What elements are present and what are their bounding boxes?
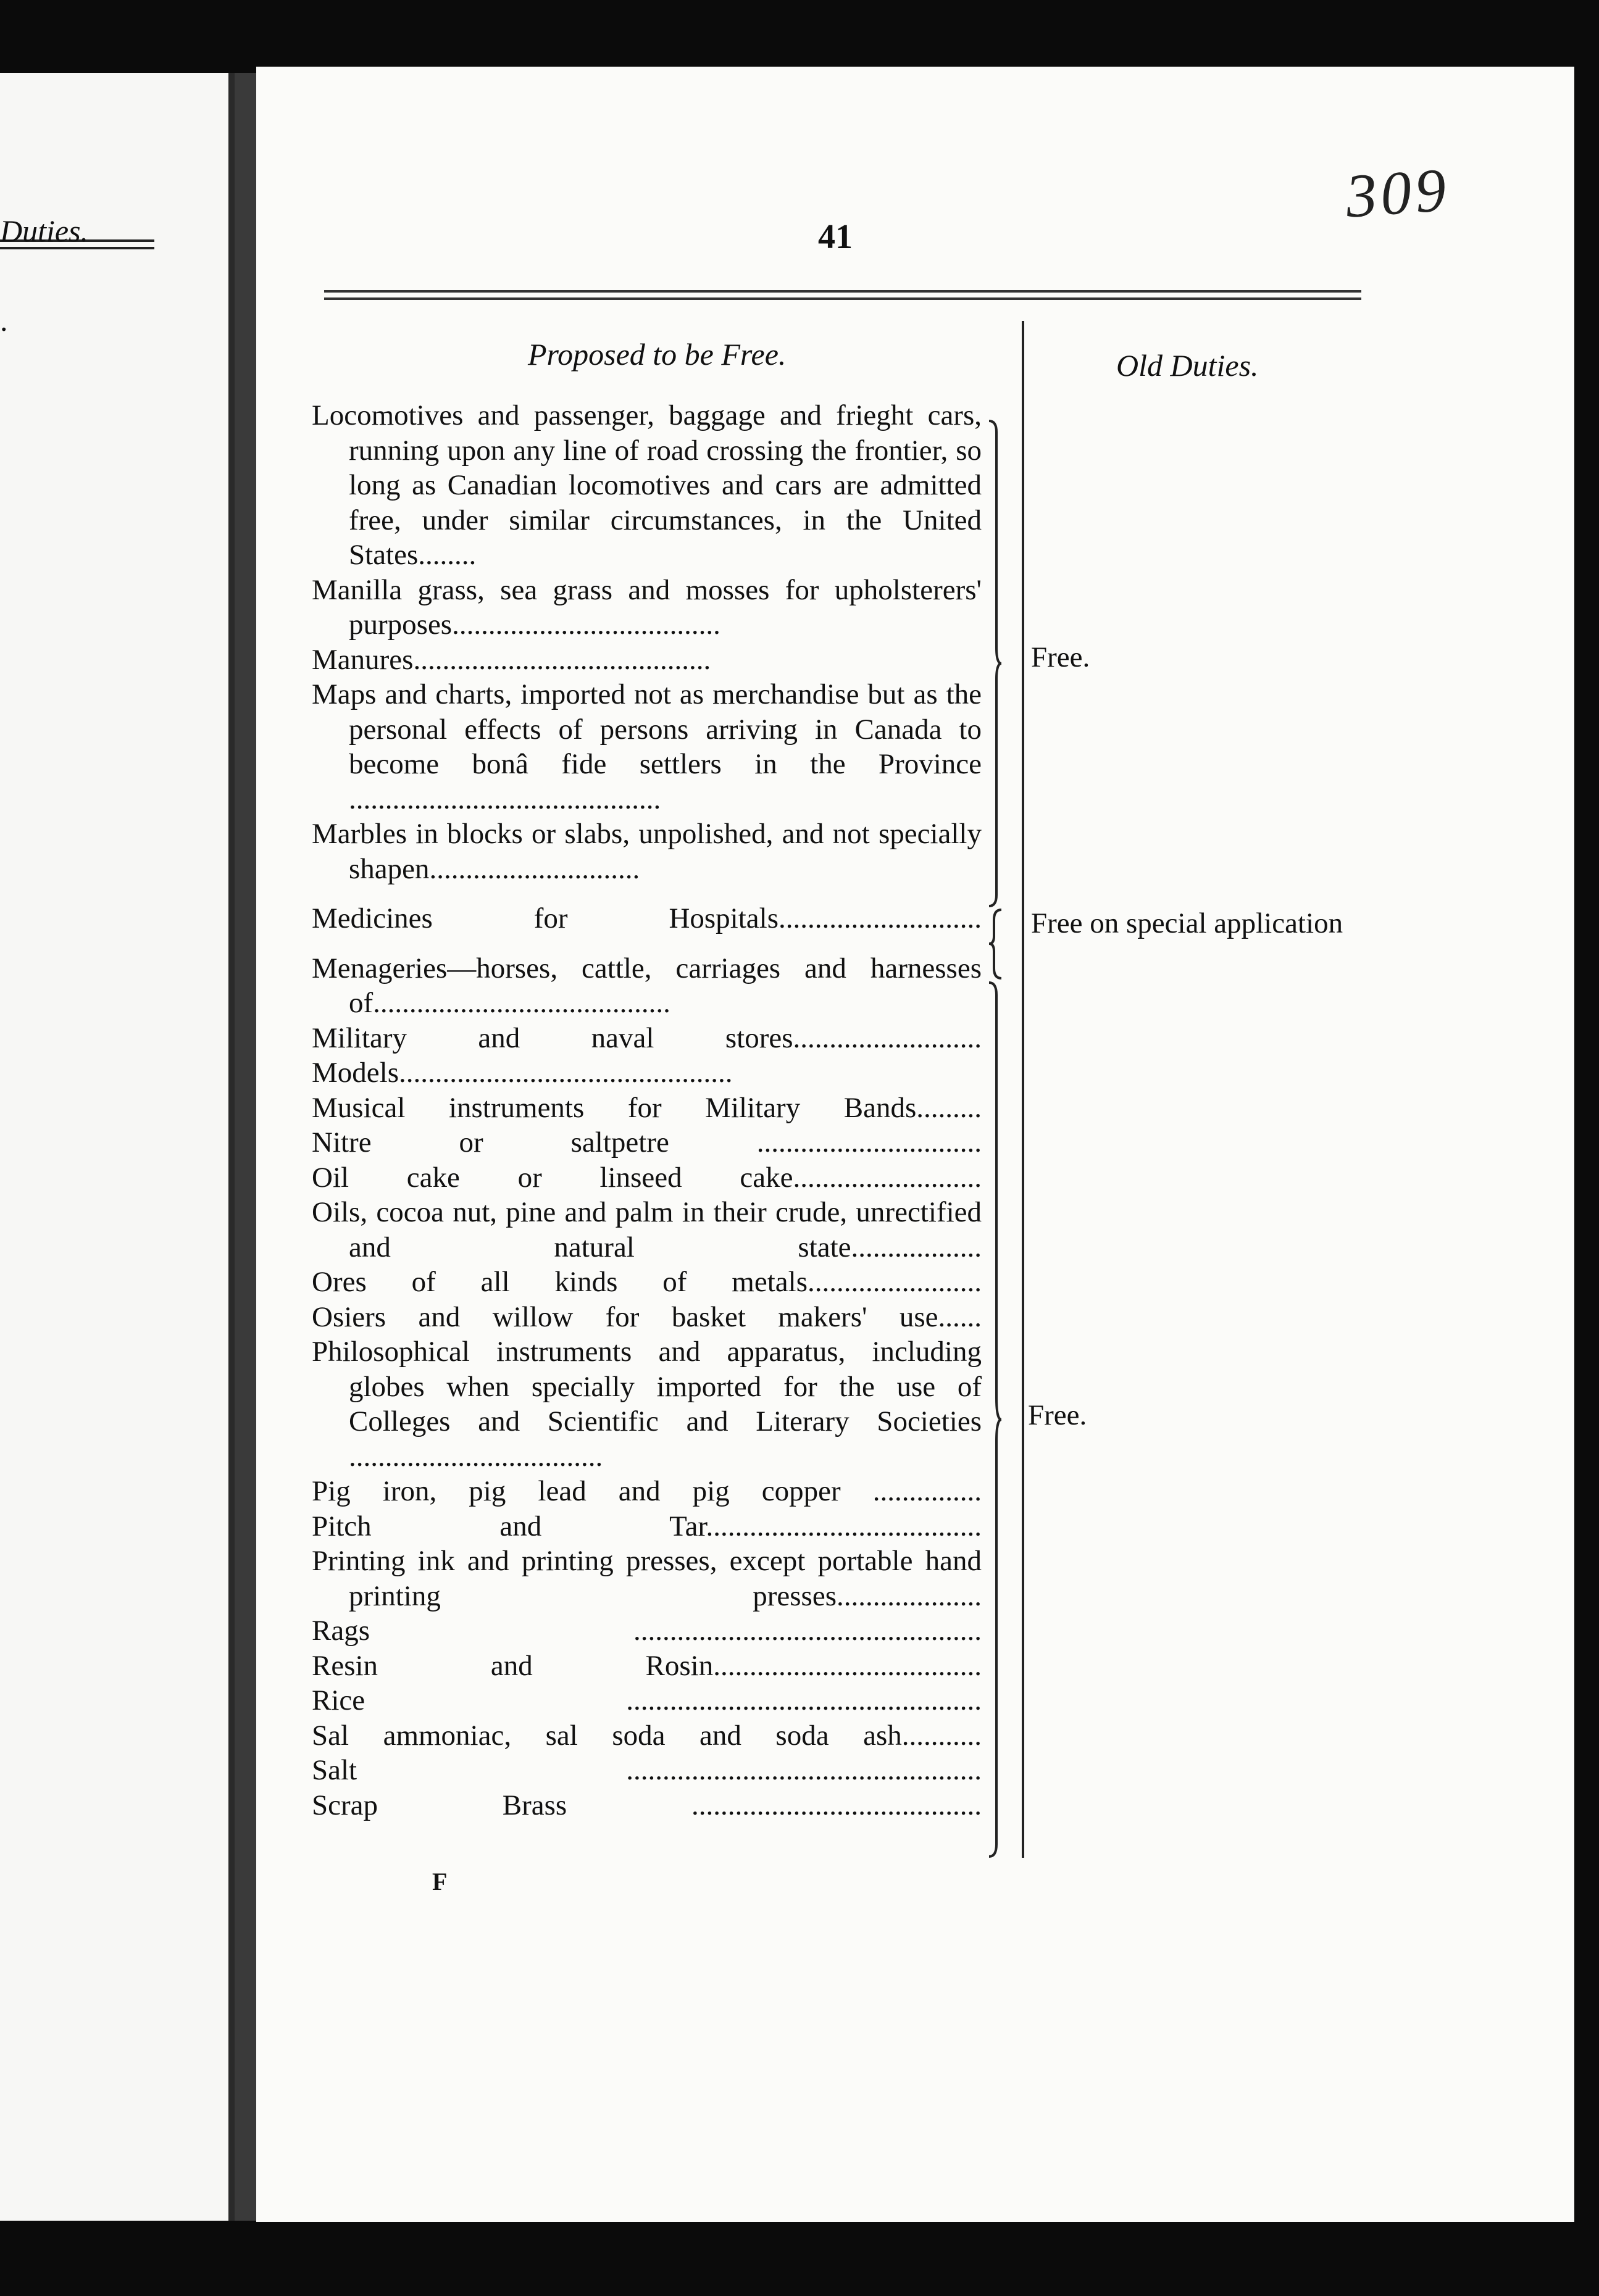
old-duty-free-2: Free. <box>1028 1399 1087 1431</box>
brace-group-3 <box>988 981 1003 1858</box>
signature-mark: F <box>432 1868 448 1895</box>
list-item: Oils, cocoa nut, pine and palm in their crude, unrectified and natural state.................. <box>312 1196 982 1263</box>
list-item: Models.............................................. <box>312 1057 733 1089</box>
list-item: Military and naval stores.......................... <box>312 1021 982 1054</box>
scan-border <box>0 2222 1599 2296</box>
list-item: Philosophical instruments and apparatus, including globes when specially imported for the use of Colleges and Scientific and Literary Societies ................................... <box>312 1336 982 1473</box>
list-item: Marbles in blocks or slabs, unpolished, and not specially shapen............................. <box>312 818 982 885</box>
list-item: Nitre or saltpetre ............................... <box>312 1126 982 1158</box>
list-item: Osiers and willow for basket makers' use...... <box>312 1300 982 1333</box>
article-list <box>312 398 982 1823</box>
list-item: Rags ................................................ <box>312 1615 982 1647</box>
list-item: Sal ammoniac, sal soda and soda ash........... <box>312 1719 982 1752</box>
old-duty-special-application: Free on special application <box>1031 907 1343 939</box>
list-item: Oil cake or linseed cake.......................... <box>312 1161 982 1194</box>
list-item: Musical instruments for Military Bands......... <box>312 1091 982 1124</box>
header-rules <box>324 290 1361 315</box>
list-item: Scrap Brass ........................................ <box>312 1789 982 1821</box>
page-number: 41 <box>818 218 853 256</box>
list-item: Salt ................................................. <box>312 1754 982 1786</box>
list-item: Pitch and Tar...................................... <box>312 1510 982 1542</box>
list-item: Resin and Rosin..................................... <box>312 1649 982 1682</box>
list-item: Pig iron, pig lead and pig copper ............... <box>312 1475 982 1507</box>
list-item: Ores of all kinds of metals........................ <box>312 1266 982 1298</box>
handwritten-page-number: 309 <box>1343 155 1452 231</box>
left-page-mark: . <box>0 303 8 338</box>
list-item: Manilla grass, sea grass and mosses for upholsterers' purposes..................................... <box>312 573 982 641</box>
column-divider <box>1022 321 1024 1858</box>
column-header-old-duties: Old Duties. <box>1116 348 1259 383</box>
left-page <box>0 73 235 2221</box>
list-item: Locomotives and passenger, baggage and frieght cars, running upon any line of road crossing the frontier, so long as Canadian locomotives and cars are admitted free, under similar circumstances, in the United States........ <box>312 399 982 571</box>
left-page-heading: Duties. <box>0 214 89 248</box>
list-item: Rice ................................................. <box>312 1684 982 1716</box>
brace-group-1 <box>988 420 1003 907</box>
old-duty-free-1: Free. <box>1031 641 1090 673</box>
list-item: Menageries—horses, cattle, carriages and harnesses of......................................... <box>312 952 982 1019</box>
column-header-proposed: Proposed to be Free. <box>528 337 787 372</box>
book-gutter <box>235 73 256 2221</box>
list-item: Printing ink and printing presses, except portable hand printing presses.................... <box>312 1545 982 1612</box>
list-item: Medicines for Hospitals............................ <box>312 902 982 934</box>
list-item: Manures......................................... <box>312 643 711 676</box>
brace-group-2 <box>988 909 1003 980</box>
list-item: Maps and charts, imported not as merchandise but as the personal effects of persons arriving in Canada to become bonâ fide settlers in the Province ........................................... <box>312 678 982 815</box>
